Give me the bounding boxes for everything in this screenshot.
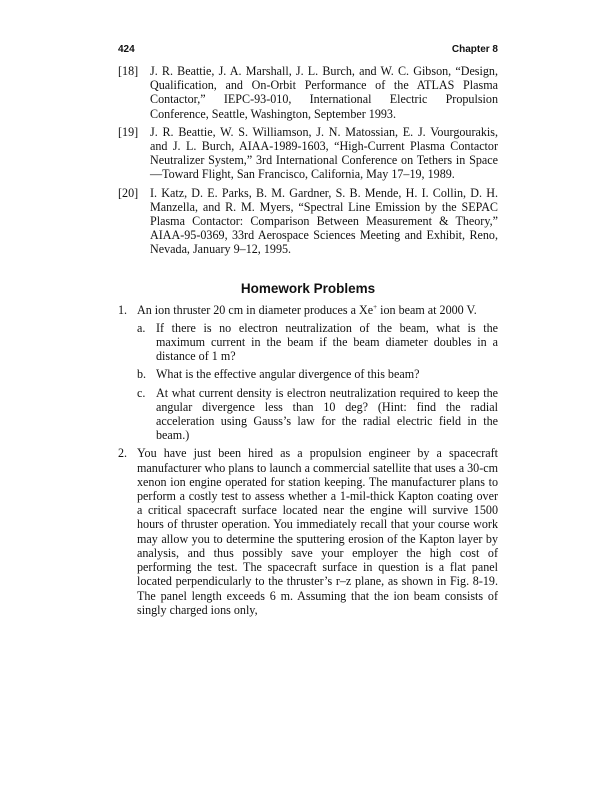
chapter-header: Chapter 8 bbox=[451, 44, 498, 55]
problem-1c bbox=[137, 386, 498, 443]
part-text: What is the effective angular divergence of this beam? bbox=[156, 367, 420, 382]
problem-text-a: An ion thruster 20 cm in diameter produces a Xe bbox=[137, 302, 374, 317]
reference-19 bbox=[118, 125, 498, 182]
problem-label: 1. bbox=[118, 302, 128, 317]
page-body bbox=[118, 64, 498, 621]
problem-2 bbox=[118, 446, 498, 616]
problem-1a bbox=[137, 321, 498, 364]
problem-text-b: ion beam at 2000 V. bbox=[377, 302, 477, 317]
page-number: 424 bbox=[118, 44, 135, 55]
problem-1 bbox=[118, 303, 498, 317]
reference-text: I. Katz, D. E. Parks, B. M. Gardner, S. B. Mende, H. I. Collin, D. H. Manzella, and R. M. Myers, “Spectral Line Emission by the SEPAC Plasma Contactor: Comparison Between Measurement & Theory,” AIAA-95-0369, 33rd Aerospace Sciences Meeting and Exhibit, Reno, Nevada, January 9–12, 1995. bbox=[150, 185, 498, 257]
reference-text: J. R. Beattie, W. S. Williamson, J. N. Matossian, E. J. Vourgourakis, and J. L. Burch, AIAA-1989-1603, “High-Current Plasma Contactor Neutralizer System,” 3rd International Conference on Tethers in Space—Toward Flight, San Francisco, California, May 17–19, 1989. bbox=[150, 124, 498, 182]
reference-18 bbox=[118, 64, 498, 121]
superscript: + bbox=[373, 302, 378, 311]
reference-label: [20] bbox=[118, 185, 139, 200]
problem-1b bbox=[137, 367, 498, 381]
part-label: c. bbox=[137, 385, 146, 400]
part-label: a. bbox=[137, 320, 146, 335]
reference-text: J. R. Beattie, J. A. Marshall, J. L. Burch, and W. C. Gibson, “Design, Qualification, and On-Orbit Performance of the ATLAS Plasma Contactor,” IEPC-93-010, International Electric Propulsion Conference, Seattle, Washington, September 1993. bbox=[150, 64, 498, 121]
reference-label: [18] bbox=[118, 64, 139, 78]
part-label: b. bbox=[137, 367, 147, 382]
problem-label: 2. bbox=[118, 446, 128, 461]
problem-text bbox=[137, 303, 498, 317]
section-heading: Homework Problems bbox=[240, 280, 376, 296]
reference-20 bbox=[118, 186, 498, 257]
part-text: At what current density is electron neutralization required to keep the angular divergence less than 10 deg? (Hint: find the radial acceleration using Gauss’s law for the radial electric field in the beam.) bbox=[156, 385, 498, 443]
part-text: If there is no electron neutralization of the beam, what is the maximum current in the beam if the beam diameter doubles in a distance of 1 m? bbox=[156, 320, 498, 364]
problem-text: You have just been hired as a propulsion engineer by a spacecraft manufacturer who plans to launch a commercial satellite that uses a 30-cm xenon ion engine operated for station keeping. The manufacturer plans to perform a costly test to assess whether a 1-mil-thick Kapton coating over a critical spacecraft surface located near the engine will survive 1500 hours of thruster operation. You immediately recall that your course work may allow you to determine the sputtering erosion of the Kapton layer by analysis, and thus possibly save your employer the high cost of performing the test. The spacecraft surface in question is a flat panel located perpendicularly to the thruster’s r–z plane, as shown in Fig. 8-19. The panel length exceeds 6 m. Assuming that the ion beam consists of singly charged ions only, bbox=[137, 446, 498, 617]
reference-label: [19] bbox=[118, 124, 139, 139]
